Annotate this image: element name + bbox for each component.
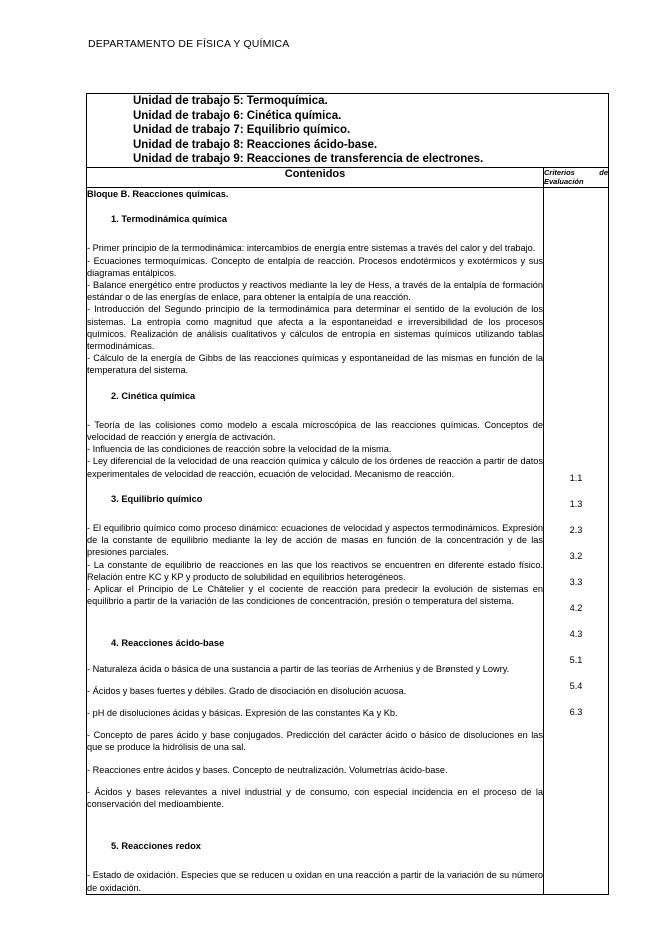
section-item: - pH de disoluciones ácidas y básicas. Expresión de las constantes Ka y Kb. [87,708,398,719]
contenidos-cell [87,187,544,894]
criterio-value: 5.4 [569,680,583,691]
column-header-criterios: Criterios de Evaluación [544,167,609,187]
spacer [87,505,543,522]
criterio-value: 4.2 [569,602,583,613]
curriculum-table [86,93,609,895]
unit-title: Unidad de trabajo 5: Termoquímica. [133,95,328,107]
section-heading-4: 4. Reacciones ácido-base [111,638,225,649]
section-item: - Naturaleza ácida o básica de una sustancia a partir de las teorías de Arrhenius y de Brønsted y Lowry. [87,663,510,674]
table-header-row [87,167,609,187]
section-item: - Concepto de pares ácido y base conjugados. Predicción del carácter ácido o básico de disoluciones en las que se produce la hidrólisis de una sal. [87,730,543,753]
table-body-row [87,187,609,894]
block-title: Bloque B. Reacciones químicas. [87,188,229,199]
unit-titles-row [87,94,609,168]
criterio-value: 4.3 [569,628,583,639]
criterio-value: 3.2 [569,550,583,561]
spacer [87,697,543,707]
spacer [87,776,543,786]
spacer [87,377,543,390]
section-item: - Introducción del Segundo principio de la termodinámica para determinar el sentido de la evolución de los sistemas. La entropía como magnitud que afecta a la espontaneidad e irreversibilidad de los procesos químicos. Realización de análisis cualitativos y cálculos de entropía en sistemas químicos utilizando tablas termodinámicas. [87,304,543,351]
section-heading-2: 2. Cinética química [111,390,196,401]
spacer [87,402,543,419]
spacer [87,675,543,685]
unit-title: Unidad de trabajo 7: Equilibrio químico. [133,124,351,137]
section-item: - Aplicar el Principio de Le Châtelier y el cociente de reacción para predecir la evolución de sistemas en equilibrio a partir de la variación de las condiciones de concentración, presión o temperatura del sistema. [87,584,543,607]
section-heading-1: 1. Termodinámica química [111,214,228,225]
section-item: - La constante de equilibrio de reacciones en las que los reactivos se encuentren en diferente estado físico. Relación entre KC y KP y producto de solubilidad en equilibrios heterogéneos. [87,559,543,582]
spacer [87,480,543,493]
spacer [87,650,543,663]
criterio-value: 2.3 [569,524,583,535]
spacer [87,225,543,242]
spacer [87,852,543,869]
section-item: - Ecuaciones termoquímicas. Concepto de entalpía de reacción. Procesos endotérmicos y exotérmicos y sus diagramas entálpicos. [87,255,543,278]
criterio-value: 1.3 [569,498,583,509]
spacer [87,754,543,764]
section-item: - Ácidos y bases fuertes y débiles. Grado de disociación en disolución acuosa. [87,685,407,696]
section-item: - Teoría de las colisiones como modelo a escala microscópica de las reacciones químicas. Conceptos de velocidad de reacción y energía de activación. [87,419,543,443]
department-header: DEPARTAMENTO DE FÍSICA Y QUÍMICA [88,38,290,50]
section-heading-3: 3. Equilibrio químico [111,493,203,504]
section-item: - Balance energético entre productos y reactivos mediante la ley de Hess, a través de la entalpía de formación estándar o de las energías de enlace, para obtener la entalpía de una reacción. [87,279,543,303]
spacer [87,200,543,213]
spacer [87,810,543,840]
section-item: - Reacciones entre ácidos y bases. Concepto de neutralización. Volumetrías ácido-base. [87,764,448,775]
unit-title: Unidad de trabajo 9: Reacciones de transferencia de electrones. [133,153,484,166]
column-header-contenidos: Contenidos [87,167,544,187]
criterio-value: 6.3 [569,706,583,717]
section-item: - Cálculo de la energía de Gibbs de las reacciones químicas y espontaneidad de las mismas en función de la temperatura del sistema. [87,353,543,376]
unit-title: Unidad de trabajo 8: Reacciones ácido-base. [133,138,378,151]
criterios-cell [544,187,609,894]
criterio-value: 1.1 [569,472,583,483]
unit-titles-cell [87,94,609,168]
section-item: - Estado de oxidación. Especies que se reducen u oxidan en una reacción a partir de la variación de su número de oxidación. [87,870,543,893]
spacer [87,719,543,729]
section-item: - Primer principio de la termodinámica: intercambios de energía entre sistemas a través del calor y del trabajo. [87,243,536,254]
section-item: - Influencia de las condiciones de reacción sobre la velocidad de la misma. [87,444,392,455]
section-item: - El equilibrio químico como proceso dinámico: ecuaciones de velocidad y aspectos termodinámicos. Expresión de la constante de equilibrio mediante la ley de acción de masas en función de la concentración y de las presiones parciales. [87,523,543,558]
section-heading-5: 5. Reacciones redox [111,841,201,852]
section-item: - Ley diferencial de la velocidad de una reacción química y cálculo de los órdenes de reacción a partir de datos experimentales de velocidad de reacción, ecuación de velocidad. Mecanismo de reacción. [87,456,543,479]
unit-title: Unidad de trabajo 6: Cinética química. [133,109,342,122]
criterio-value: 5.1 [569,654,583,665]
criterio-value: 3.3 [569,576,583,587]
spacer [87,607,543,637]
section-item: - Ácidos y bases relevantes a nivel industrial y de consumo, con especial incidencia en el proceso de la conservación del medioambiente. [87,786,543,810]
